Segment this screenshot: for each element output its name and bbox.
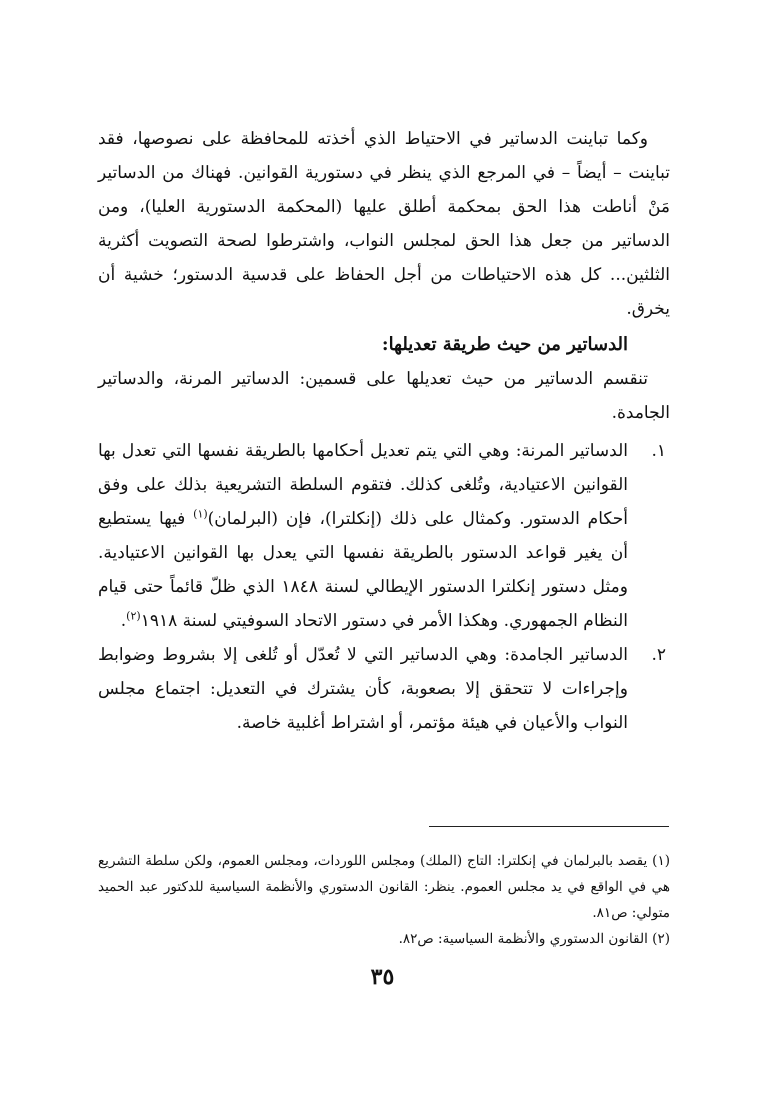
list-number: ١.: [651, 441, 666, 461]
footnote-ref: (١): [193, 507, 208, 521]
footnote-ref: (٢): [126, 609, 141, 623]
list-number: ٢.: [651, 645, 666, 665]
footnote-marker: (١): [652, 853, 670, 869]
footnote-text: القانون الدستوري والأنظمة السياسية: ص٨٢.: [398, 931, 648, 947]
footnote-2: [98, 926, 670, 952]
section-intro: تنقسم الدساتير من حيث تعديلها على قسمين: الدساتير المرنة، والدساتير الجامدة.: [98, 369, 670, 423]
section-heading: الدساتير من حيث طريقة تعديلها:: [381, 334, 628, 355]
list-item-flexible: [98, 434, 670, 638]
list-text-middle: فيها يستطيع أن يغير قواعد الدستور بالطريقة نفسها التي يعدل بها القوانين الاعتيادية. ومثل دستور إنكلترا الدستور الإيطالي لسنة ١٨٤٨ الذي ظلّ قائماً حتى قيام النظام الجمهوري. وهكذا الأمر في دستور الاتحاد السوفيتي لسنة ١٩١٨: [98, 509, 628, 631]
page-number: ٣٥: [370, 964, 395, 990]
main-text: [98, 122, 670, 740]
list-text-end: .: [120, 611, 127, 631]
constitution-types-list: [98, 434, 670, 740]
list-text: الدساتير المرنة: وهي التي يتم تعديل أحكامها بالطريقة نفسها التي تعدل بها القوانين الاعتيادية، وتُلغى كذلك. فتقوم السلطة التشريعية بذلك على وفق أحكام الدستور. وكمثال على ذلك (إنكلترا)، فإن (البرلمان): [98, 441, 628, 529]
footnote-1: [98, 848, 670, 926]
footnotes: [98, 848, 670, 952]
footnote-marker: (٢): [652, 931, 670, 947]
footnote-separator: [429, 826, 669, 827]
intro-paragraph: وكما تباينت الدساتير في الاحتياط الذي أخذته للمحافظة على نصوصها، فقد تباينت – أيضاً – في المرجع الذي ينظر في دستورية القوانين. فهناك من الدساتير مَنْ أناطت هذا الحق بمحكمة أطلق عليها (المحكمة الدستورية العليا)، ومن الدساتير من جعل هذا الحق لمجلس النواب، واشترطوا لصحة التصويت أكثرية الثلثين... كل هذه الاحتياطات من أجل الحفاظ على قدسية الدستور؛ خشية أن يخرق.: [98, 129, 670, 319]
footnote-text: يقصد بالبرلمان في إنكلترا: التاج (الملك) ومجلس اللوردات، ومجلس العموم، ولكن سلطة التشريع هي في الواقع في يد مجلس العموم. ينظر: القانون الدستوري والأنظمة السياسية للدكتور عبد الحميد متولي: ص٨١.: [98, 853, 670, 921]
list-text: الدساتير الجامدة: وهي الدساتير التي لا تُعدّل أو تُلغى إلا بشروط وضوابط وإجراءات لا تتحقق إلا بصعوبة، كأن يشترك في التعديل: اجتماع مجلس النواب والأعيان في هيئة مؤتمر، أو اشتراط أغلبية خاصة.: [98, 645, 628, 733]
list-item-rigid: [98, 638, 670, 740]
